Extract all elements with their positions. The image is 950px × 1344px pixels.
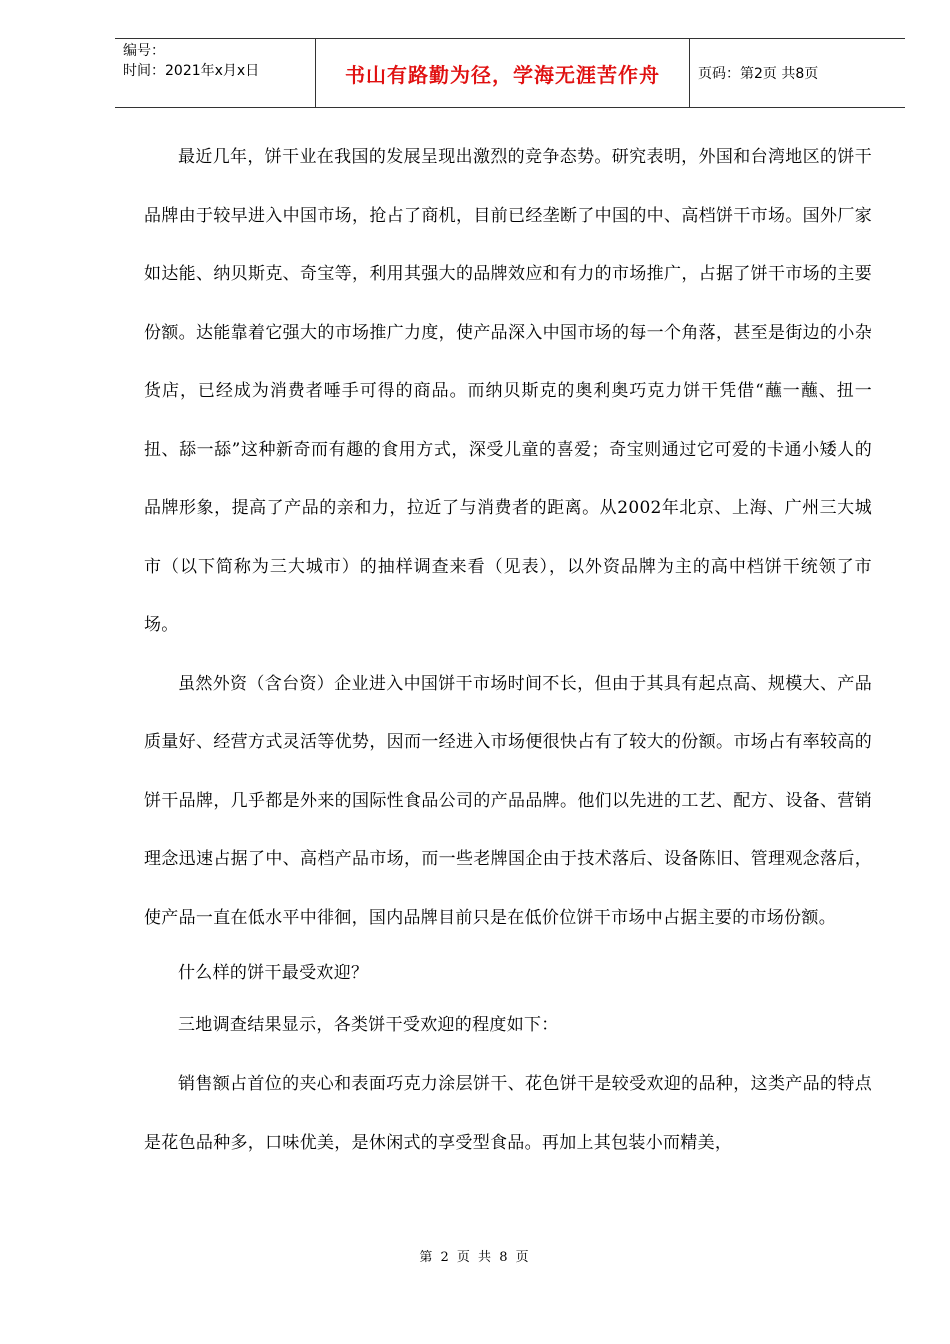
header-page-info: 页码：第2页 共8页 [698,66,819,82]
header-motto-cell [316,39,690,107]
page-footer [0,1246,950,1265]
paragraph-2: 虽然外资（含台资）企业进入中国饼干市场时间不长，但由于其具有起点高、规模大、产品质量好、经营方式灵活等优势，因而一经进入市场便很快占有了较大的份额。市场占有率较高的饼干品牌，几乎都是外来的国际性食品公司的产品品牌。他们以先进的工艺、配方、设备、营销理念迅速占据了中、高档产品市场，而一些老牌国企由于技术落后、设备陈旧、管理观念落后，使产品一直在低水平中徘徊，国内品牌目前只是在低价位饼干市场中占据主要的市场份额。 [144,673,872,928]
header-meta-cell [115,39,316,107]
footer-page-number: 第 2 页 共 8 页 [419,1250,531,1265]
paragraph-1: 最近几年，饼干业在我国的发展呈现出激烈的竞争态势。研究表明，外国和台湾地区的饼干品牌由于较早进入中国市场，抢占了商机，目前已经垄断了中国的中、高档饼干市场。国外厂家如达能、纳贝斯克、奇宝等，利用其强大的品牌效应和有力的市场推广，占据了饼干市场的主要份额。达能靠着它强大的市场推广力度，使产品深入中国市场的每一个角落，甚至是街边的小杂货店，已经成为消费者唾手可得的商品。而纳贝斯克的奥利奥巧克力饼干凭借“蘸一蘸、扭一扭、舔一舔”这种新奇而有趣的食用方式，深受儿童的喜爱；奇宝则通过它可爱的卡通小矮人的品牌形象，提高了产品的亲和力，拉近了与消费者的距离。从2002年北京、上海、广州三大城市（以下简称为三大城市）的抽样调查来看（见表），以外资品牌为主的高中档饼干统领了市场。 [144,147,872,635]
paragraph-5: 销售额占首位的夹心和表面巧克力涂层饼干、花色饼干是较受欢迎的品种，这类产品的特点是花色品种多，口味优美，是休闲式的享受型食品。再加上其包装小而精美， [144,1074,872,1153]
page-header-table [115,38,905,108]
header-page-cell [690,39,905,107]
paragraph-4: 三地调查结果显示，各类饼干受欢迎的程度如下： [178,1015,559,1035]
date-label: 时间：2021年x月x日 [123,63,260,79]
serial-number-label: 编号： [123,43,165,59]
document-body [144,128,872,1172]
motto-text: 书山有路勤为径，学海无涯苦作舟 [345,62,660,87]
paragraph-3-question: 什么样的饼干最受欢迎？ [178,963,369,983]
